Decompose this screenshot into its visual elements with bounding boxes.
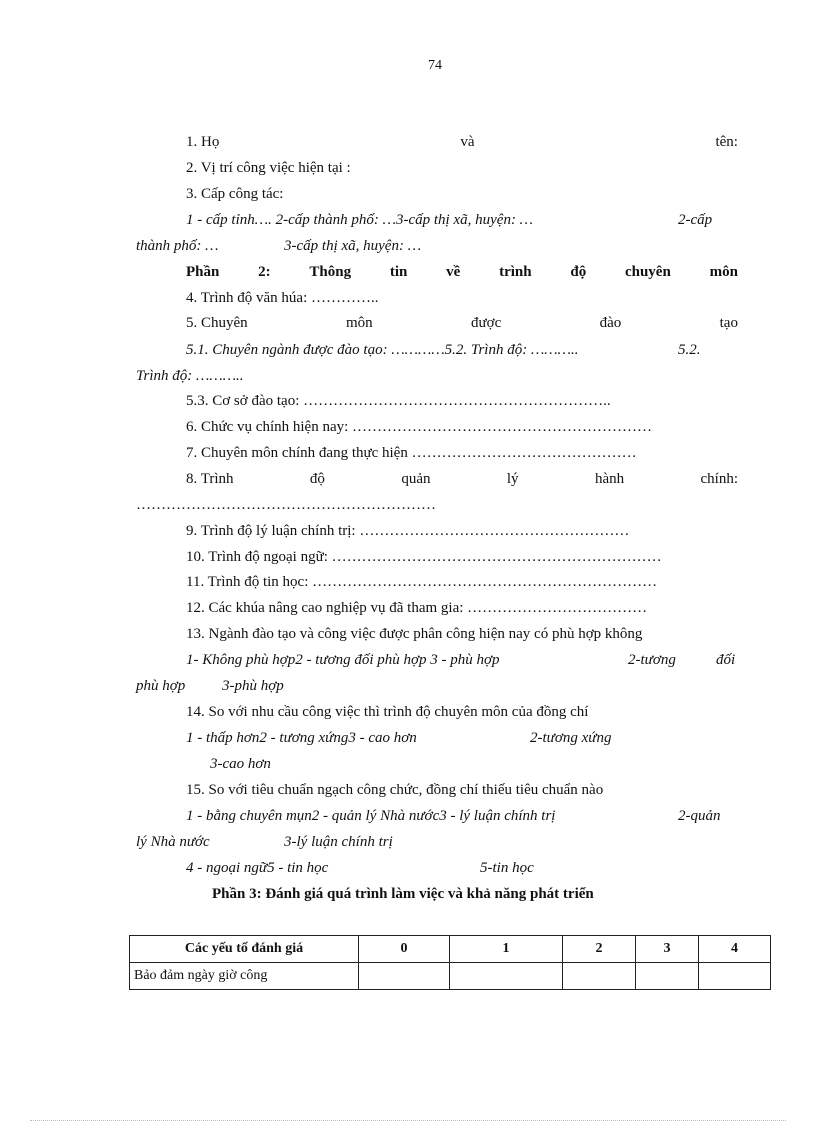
q13-options-line1-end: đối: [716, 652, 736, 668]
q3-options-line2-a: thành phố: …: [136, 238, 219, 254]
q15-options-line1: 1 - bằng chuyên mụn2 - quản lý Nhà nước3 - lý luận chính trị: [186, 808, 556, 824]
q1-part-b: và: [460, 134, 475, 150]
part2-word: về: [446, 264, 461, 280]
page-bottom-divider: [30, 1120, 786, 1121]
table-cell-score[interactable]: [563, 963, 636, 990]
question-8: [186, 471, 738, 488]
table-header-cell: 3: [636, 936, 699, 963]
evaluation-table: [129, 935, 771, 990]
q15-options-line3-b: 5-tin học: [480, 860, 534, 876]
question-12: 12. Các khúa nâng cao nghiệp vụ đã tham gia: ………………………………: [186, 600, 648, 616]
table-cell-score[interactable]: [359, 963, 450, 990]
q5-sub-line2: Trình độ: ………..: [136, 368, 244, 384]
table-header-cell: Các yếu tố đánh giá: [130, 936, 359, 963]
question-4: 4. Trình độ văn húa: …………..: [186, 290, 379, 306]
q14-options-line1-end: 2-tương xứng: [530, 730, 612, 746]
part-3-heading: Phần 3: Đánh giá quá trình làm việc và khả năng phát triển: [212, 886, 594, 902]
q13-options-line1-mid: 2-tương: [628, 652, 676, 668]
q13-options-line1: 1- Không phù hợp2 - tương đối phù hợp 3 - phù hợp: [186, 652, 500, 668]
part2-word: môn: [709, 264, 738, 280]
table-header-row: [130, 936, 771, 963]
q14-options-line2: 3-cao hơn: [210, 756, 271, 772]
q5-word: được: [471, 315, 502, 331]
table-header-cell: 0: [359, 936, 450, 963]
part2-word: chuyên: [624, 264, 671, 280]
q1-part-a: 1. Họ: [186, 134, 220, 150]
q1-part-c: tên:: [715, 134, 738, 150]
question-7: 7. Chuyên môn chính đang thực hiện ………………………………………: [186, 445, 637, 461]
q8-word: quản: [401, 471, 431, 487]
question-6: 6. Chức vụ chính hiện nay: ……………………………………………………: [186, 419, 653, 435]
q15-options-line2-b: 3-lý luận chính trị: [284, 834, 393, 850]
table-row: [130, 963, 771, 990]
q15-options-line3-a: 4 - ngoại ngữ5 - tin học: [186, 860, 329, 876]
q14-options-line1: 1 - thấp hơn2 - tương xứng3 - cao hơn: [186, 730, 417, 746]
q8-dots: ……………………………………………………: [136, 497, 436, 513]
table-cell-criterion: Bảo đảm ngày giờ công: [130, 963, 359, 990]
question-15: 15. So với tiêu chuẩn ngạch công chức, đồng chí thiếu tiêu chuẩn nào: [186, 782, 604, 798]
part-2-heading: [186, 264, 738, 281]
page-number: 74: [428, 58, 442, 73]
q5-word: tạo: [719, 315, 738, 331]
part2-word: Phần: [186, 264, 220, 280]
q15-options-line2-a: lý Nhà nước: [136, 834, 210, 850]
q8-word: hành: [594, 471, 625, 487]
part2-word: tin: [389, 264, 408, 280]
q8-word: độ: [309, 471, 325, 487]
q3-options-line1-end: 2-cấp: [678, 212, 713, 228]
part2-word: Thông: [309, 264, 352, 280]
question-2: 2. Vị trí công việc hiện tại :: [186, 160, 351, 176]
part2-word: 2:: [258, 264, 271, 280]
q5-sub-line1: 5.1. Chuyên ngành được đào tạo: …………5.2. Trình độ: ………..: [186, 342, 579, 358]
table-cell-score[interactable]: [636, 963, 699, 990]
question-1: [186, 134, 738, 151]
question-5-3: 5.3. Cơ sở đào tạo: ……………………………………………………..: [186, 393, 611, 409]
table-header-cell: 2: [563, 936, 636, 963]
question-10: 10. Trình độ ngoại ngữ: …………………………………………………………: [186, 549, 662, 565]
q15-options-line1-end: 2-quản: [678, 808, 721, 824]
table-cell-score[interactable]: [699, 963, 771, 990]
question-11: 11. Trình độ tin học: ……………………………………………………………: [186, 574, 658, 590]
q8-word: 8. Trình: [186, 471, 234, 487]
q5-word: đào: [599, 315, 622, 331]
q3-options-line2-b: 3-cấp thị xã, huyện: …: [284, 238, 422, 254]
question-3: 3. Cấp công tác:: [186, 186, 284, 202]
question-9: 9. Trình độ lý luận chính trị: ………………………………………………: [186, 523, 630, 539]
part2-word: trình: [499, 264, 532, 280]
q5-word: môn: [346, 315, 373, 331]
q5-sub-line1-end: 5.2.: [678, 342, 701, 358]
question-13: 13. Ngành đào tạo và công việc được phân công hiện nay có phù hợp không: [186, 626, 643, 642]
q5-word: 5. Chuyên: [186, 315, 248, 331]
table-cell-score[interactable]: [450, 963, 563, 990]
question-14: 14. So với nhu cầu công việc thì trình độ chuyên môn của đồng chí: [186, 704, 589, 720]
part2-word: độ: [570, 264, 587, 280]
q8-word: lý: [506, 471, 519, 487]
q13-options-line2-a: phù hợp: [136, 678, 186, 694]
q3-options-line1: 1 - cấp tỉnh…. 2-cấp thành phố: …3-cấp thị xã, huyện: …: [186, 212, 534, 228]
q13-options-line2-b: 3-phù hợp: [222, 678, 284, 694]
question-5: [186, 315, 738, 332]
table-header-cell: 1: [450, 936, 563, 963]
q8-word: chính:: [700, 471, 738, 487]
table-header-cell: 4: [699, 936, 771, 963]
